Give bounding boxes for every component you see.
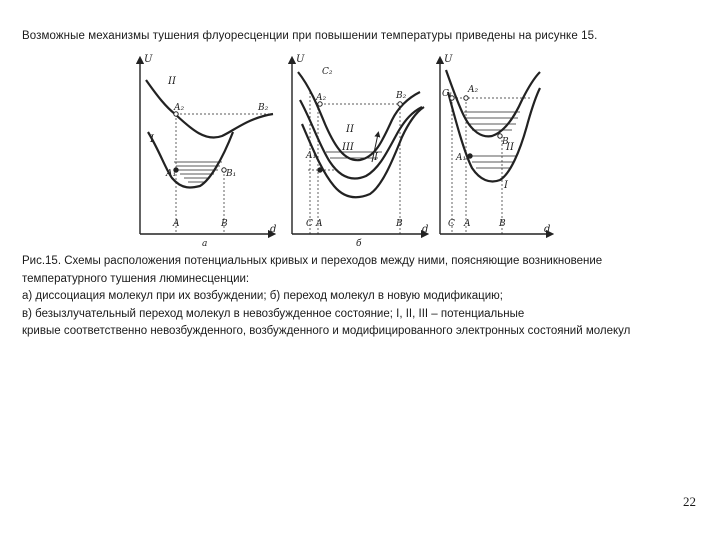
panel-c-tick-c: C [448, 219, 455, 229]
panel-b-point-b2 [398, 102, 402, 106]
panel-c-a1-label: A₁ [456, 153, 467, 163]
panel-c-d-label: d [544, 224, 551, 235]
panel-a [140, 60, 273, 234]
panel-b-tick-a: A [316, 219, 323, 229]
panel-b-curve-I-label: I [374, 152, 378, 163]
panel-c-curve-II-label: II [506, 142, 514, 153]
panel-a-a1-label: A₁ [166, 169, 177, 179]
panel-b-tick-b: B [396, 219, 403, 229]
panel-b-u-label: U [296, 54, 305, 65]
panel-c-point-a2 [464, 96, 468, 100]
caption-line: а) диссоциация молекул при их возбуждении; б) переход молекул в новую модификацию; [22, 290, 503, 303]
panel-a-d-label: d [270, 224, 277, 235]
panel-b-curve-II [298, 72, 420, 160]
panel-c-tick-a: A [464, 219, 471, 229]
panel-b-curve-III [300, 100, 422, 178]
panel-a-b1-label: B₁ [226, 169, 237, 179]
panel-b [292, 60, 425, 234]
panel-b-curve-III-label: III [342, 142, 354, 153]
panel-a-curve-II [146, 80, 273, 138]
panel-b-b2-label: B₂ [396, 91, 407, 101]
caption-line: кривые соответственно невозбужденного, возбужденного и модифицированного электронных состояний молекул [22, 325, 631, 338]
panel-c-a2-label: A₂ [468, 85, 479, 95]
panel-a-curve-I-label: I [150, 134, 154, 145]
panel-c-u-label: U [444, 54, 453, 65]
panel-b-c2-label: C₂ [322, 67, 333, 77]
caption-line: в) безызлучательный переход молекул в невозбужденное состояние; I, II, III – потенциальные [22, 307, 525, 320]
panel-a-sublabel: а [202, 239, 208, 248]
panel-b-tick-c: C [306, 219, 313, 229]
panel-c-b-label: B [502, 137, 509, 147]
figure-15 [130, 52, 555, 248]
panel-c [440, 60, 550, 234]
caption-line: Рис.15. Схемы расположения потенциальных кривых и переходов между ними, поясняющие возникновение [22, 255, 603, 267]
panel-c-c1-label: C₁ [442, 89, 453, 99]
page-number: 22 [683, 494, 696, 509]
panel-a-tick-b: B [221, 219, 228, 229]
figure-caption [22, 253, 712, 341]
panel-b-curve-II-label: II [346, 124, 354, 135]
panel-b-a2-label: A₂ [316, 93, 327, 103]
panel-a-b2-label: B₂ [258, 103, 269, 113]
panel-c-tick-b: B [499, 219, 506, 229]
panel-a-curve-II-label: II [168, 76, 176, 87]
heading-text: Возможные механизмы тушения флуоресценции при повышении температуры приведены на рисунке 15. [22, 30, 598, 42]
panel-b-a1-label: A₁ [306, 151, 317, 161]
panel-a-a2-label: A₂ [174, 103, 185, 113]
panel-a-curve-I [148, 132, 233, 188]
panel-c-curve-I-label: I [504, 180, 508, 191]
panel-a-u-label: U [144, 54, 153, 65]
potential-curves-figure [130, 52, 555, 248]
panel-a-tick-a: A [173, 219, 180, 229]
panel-b-point-a1 [318, 168, 322, 172]
caption-line: температурного тушения люминесценции: [22, 272, 250, 285]
panel-b-sublabel: б [356, 239, 362, 248]
panel-c-point-a1 [468, 154, 472, 158]
panel-b-d-label: d [422, 224, 429, 235]
